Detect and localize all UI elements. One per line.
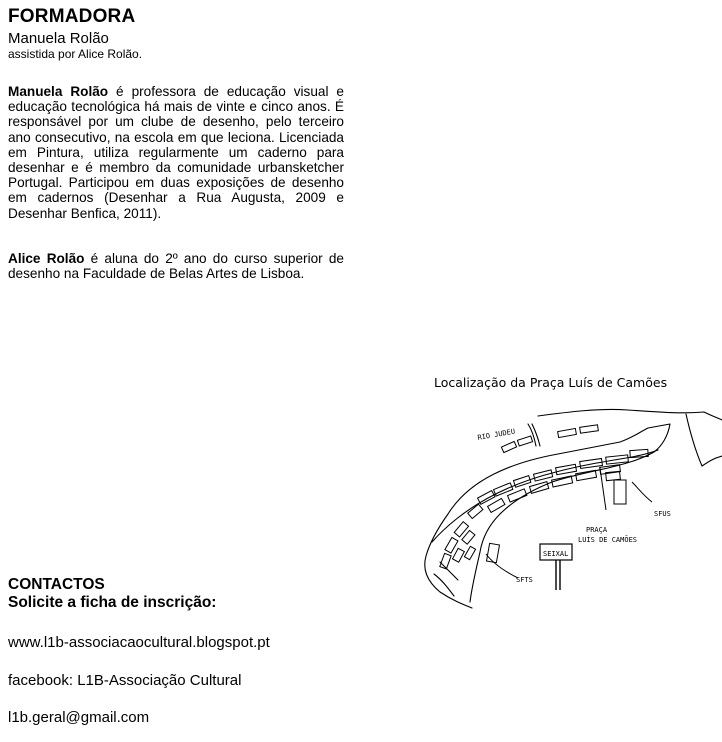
- trainer-heading: FORMADORA: [8, 6, 136, 27]
- map-label-seixal: SEIXAL: [543, 550, 569, 558]
- map-caption: Localização da Praça Luís de Camões: [434, 375, 668, 390]
- bio-manuela-text: é professora de educação visual e educação tecnológica há mais de vinte e cinco anos. É responsável por um clube de desenho, pelo terceiro ano consecutivo, na escola em que leciona. Licenciada em Pintura, utiliza regularmente um caderno para desenhar e é membro da comunidade urbansketcher Portugal. Participou em duas exposições de desenho em cadernos (Desenhar a Rua Augusta, 2009 e Desenhar Benfica, 2011).: [8, 84, 344, 221]
- map-coast-outer: [425, 514, 472, 608]
- bio-alice-name: Alice Rolão: [8, 251, 85, 266]
- map-river-bank: [538, 409, 722, 420]
- location-map: [418, 402, 722, 614]
- email-link[interactable]: l1b.geral@gmail.com: [8, 709, 150, 726]
- map-label-praca-sub: LUÍS DE CAMÕES: [578, 536, 638, 544]
- bio-alice: [8, 251, 344, 281]
- bio-manuela: [8, 84, 344, 221]
- map-label-sfts: SFTS: [516, 576, 533, 584]
- map-inlet: [434, 574, 454, 596]
- contacts-heading: [8, 576, 216, 612]
- bio-alice-text: é aluna do 2º ano do curso superior de desenho na Faculdade de Belas Artes de Lisboa.: [8, 251, 344, 282]
- map-label-sfus: SFUS: [654, 510, 671, 518]
- facebook-link[interactable]: facebook: L1B-Associação Cultural: [8, 672, 242, 689]
- assistant-line: assistida por Alice Rolão.: [8, 47, 143, 61]
- map-label-rio: RIO JUDEU: [476, 427, 516, 442]
- contacts-subtitle: Solicite a ficha de inscrição:: [8, 594, 217, 611]
- map-inlet-2: [440, 562, 458, 580]
- bio-manuela-name: Manuela Rolão: [8, 84, 109, 99]
- map-river-bank-2: [686, 414, 722, 466]
- contacts-title: CONTACTOS: [8, 576, 105, 593]
- website-link[interactable]: www.l1b-associacaocultural.blogspot.pt: [8, 634, 270, 651]
- trainer-name: Manuela Rolão: [8, 30, 109, 47]
- map-peninsula-outline: [448, 424, 670, 602]
- map-label-praca: PRAÇA: [586, 526, 608, 534]
